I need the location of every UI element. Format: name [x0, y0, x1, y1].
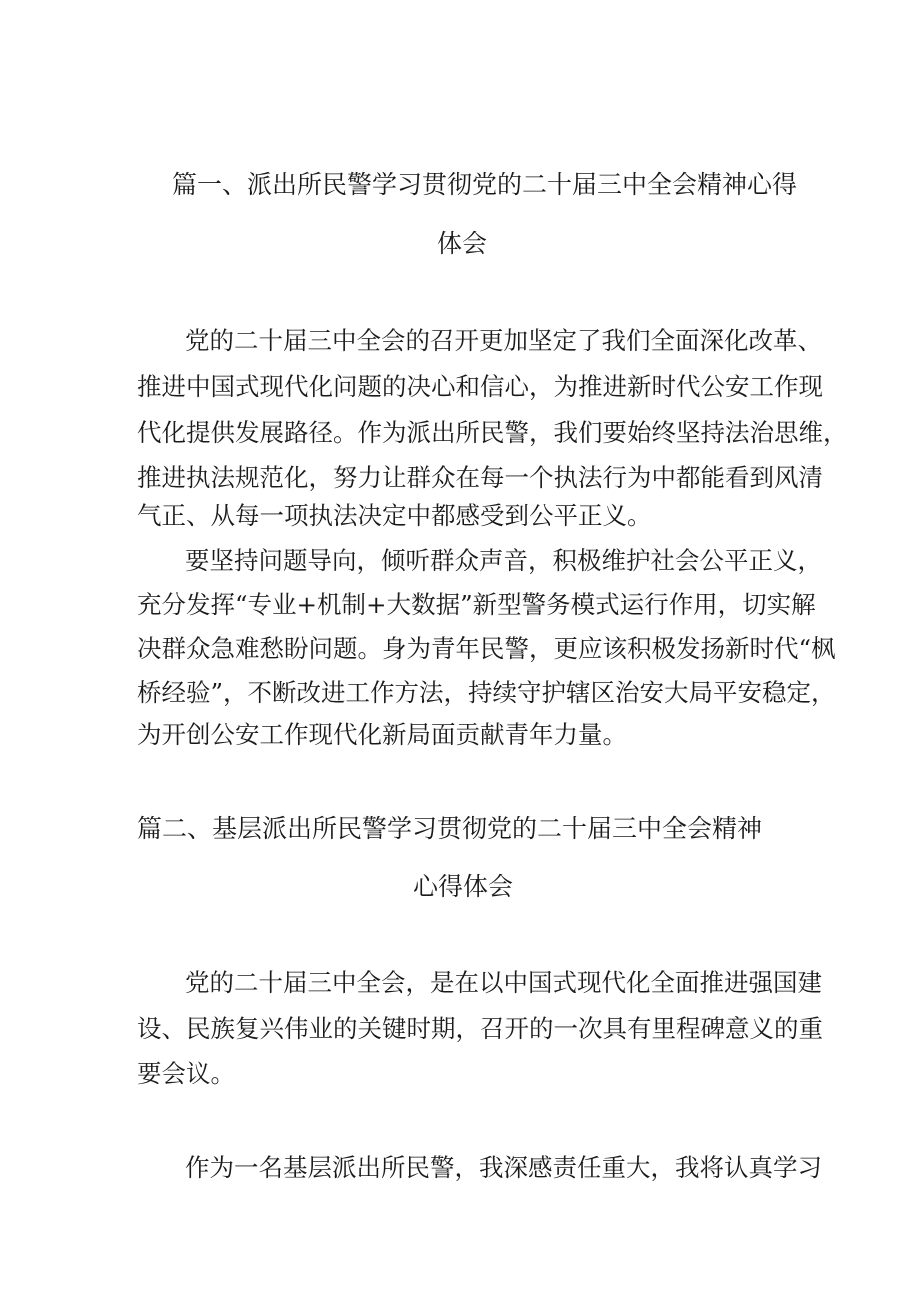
section1-title-line2: 体会 — [437, 229, 488, 258]
section1-p2-line4: 桥经验”，不断改进工作方法，持续守护辖区治安大局平安稳定， — [137, 678, 836, 707]
section1-title-line1: 篇一、派出所民警学习贯彻党的二十届三中全会精神心得 — [172, 170, 798, 199]
section1-p1-line5: 气正、从每一项执法决定中都感受到公平正义。 — [137, 501, 652, 530]
section1-p1-line3: 代化提供发展路径。作为派出所民警，我们要始终坚持法治思维， — [137, 418, 848, 447]
section1-p1-line1: 党的二十届三中全会的召开更加坚定了我们全面深化改革、 — [185, 326, 822, 355]
section1-p1-line2: 推进中国式现代化问题的决心和信心，为推进新时代公安工作现 — [137, 372, 823, 401]
section1-p2-line5: 为开创公安工作现代化新局面贡献青年力量。 — [137, 720, 627, 749]
section1-p2-line1: 要坚持问题导向，倾听群众声音，积极维护社会公平正义， — [185, 546, 822, 575]
section1-p2-line3: 决群众急难愁盼问题。身为青年民警，更应该积极发扬新时代“枫 — [137, 634, 836, 663]
section2-p1-line3: 要会议。 — [137, 1059, 235, 1088]
section1-p2-line2: 充分发挥“专业+机制+大数据”新型警务模式运行作用，切实解 — [137, 590, 816, 619]
section2-p1-line2: 设、民族复兴伟业的关键时期，召开的一次具有里程碑意义的重 — [137, 1014, 823, 1043]
section1-p1-line4: 推进执法规范化，努力让群众在每一个执法行为中都能看到风清 — [137, 463, 823, 492]
section2-p1-line1: 党的二十届三中全会，是在以中国式现代化全面推进强国建 — [185, 968, 822, 997]
section2-title-line2: 心得体会 — [413, 872, 514, 901]
section2-title-line1: 篇二、基层派出所民警学习贯彻党的二十届三中全会精神 — [137, 814, 763, 843]
section2-p2-line1: 作为一名基层派出所民警，我深感责任重大，我将认真学习 — [185, 1153, 822, 1182]
